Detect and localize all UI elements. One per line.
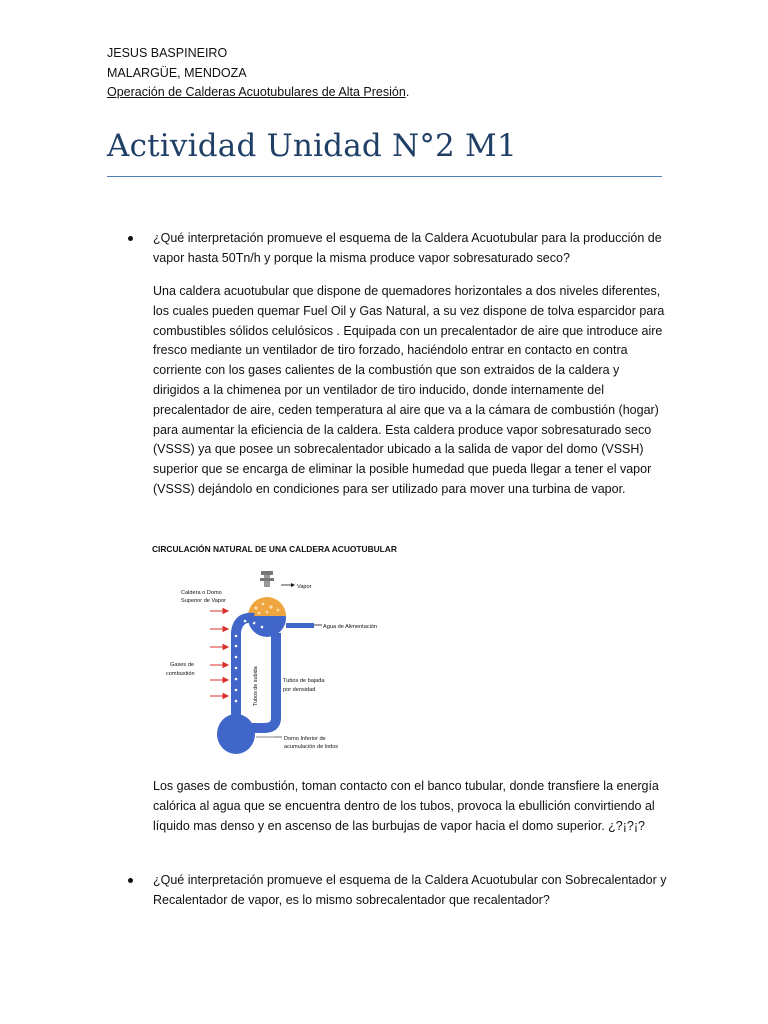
label-domo-inferior-2: acumulación de lodos [284, 744, 339, 750]
author-location: MALARGÜE, MENDOZA [107, 65, 247, 80]
boiler-diagram [150, 536, 400, 762]
label-agua-alimentacion: Agua de Alimentación [323, 624, 378, 630]
question-2 [128, 870, 668, 911]
bullet-icon [128, 878, 133, 883]
course-name [107, 83, 409, 103]
label-tubos-subida: Tubos de subida [253, 666, 259, 706]
label-gases-1: Gases de [170, 662, 194, 668]
question-2-text: ¿Qué interpretación promueve el esquema de la Caldera Acuotubular con Sobrecalentador y Recalentador de vapor, es lo mismo sobrecalentador que recalentador? [153, 873, 667, 908]
label-domo-superior-2: Superior de Vapor [181, 598, 226, 604]
question-1 [128, 228, 668, 269]
bullet-icon [128, 236, 133, 241]
feed-water-pipe [286, 623, 314, 628]
boiler-diagram-svg [150, 536, 400, 762]
label-vapor: Vapor [297, 584, 312, 590]
combustion-arrows-icon [210, 609, 228, 699]
title-divider [107, 176, 662, 177]
course-link: Operación de Calderas Acuotubulares de Alta Presión [107, 85, 406, 99]
diagram-title: CIRCULACIÓN NATURAL DE UNA CALDERA ACUOTUBULAR [152, 544, 397, 554]
answer-1: Una caldera acuotubular que dispone de quemadores horizontales a dos niveles diferentes, los cuales pueden quemar Fuel Oil y Gas Natural, a su vez dispone de tolva esparcidor para combustibles sólidos celulósicos . Equipada con un precalentador de aire que introduce aire fresco mediante un ventilador de tiro forzado, haciéndolo entrar en contacto en contra corriente con los gases calientes de la combustión que son extraidos de la caldera y dirigidos a la chimenea por un ventilador de tiro inducido, donde internamente del precalentador de aire, ceden temperatura al aire que va a la cámara de combustión (hogar) para aumentar la eficiencia de la caldera. Esta caldera produce vapor sobresaturado seco (VSSS) ya que posee un sobrecalentador ubicado a la salida de vapor del domo (VSSH) superior que se encarga de eliminar la posible humedad que pueda llegar a tener el vapor (VSSS) dejándolo en condiciones para ser utilizado para mover una turbina de vapor. [153, 284, 665, 496]
label-tubos-bajada-2: por densidad [283, 687, 316, 693]
lower-drum [217, 714, 255, 754]
label-domo-inferior-1: Domo Inferior de [284, 736, 326, 742]
vapor-arrow-icon [281, 583, 295, 587]
valve-icon [260, 571, 274, 587]
riser-tube [236, 618, 254, 716]
author-name: JESUS BASPINEIRO [107, 46, 228, 60]
answer-2: Los gases de combustión, toman contacto con el banco tubular, donde transfiere la energía calórica al agua que se encuentra dentro de los tubos, provoca la ebullición convirtiendo al líquido mas denso y en ascenso de las burbujas de vapor hacia el domo superior. ¿?¡?¡? [153, 779, 659, 833]
question-1-text: ¿Qué interpretación promueve el esquema de la Caldera Acuotubular para la producción de vapor hasta 50Tn/h y porque la misma produce vapor sobresaturado seco? [153, 231, 662, 266]
label-gases-2: combustión [166, 671, 195, 677]
label-tubos-bajada-1: Tubos de bajada [283, 678, 325, 684]
label-domo-superior-1: Caldera o Domo [181, 590, 222, 596]
course-suffix: . [405, 85, 410, 99]
document-header [107, 44, 409, 103]
page-title: Actividad Unidad N°2 M1 [107, 128, 517, 164]
